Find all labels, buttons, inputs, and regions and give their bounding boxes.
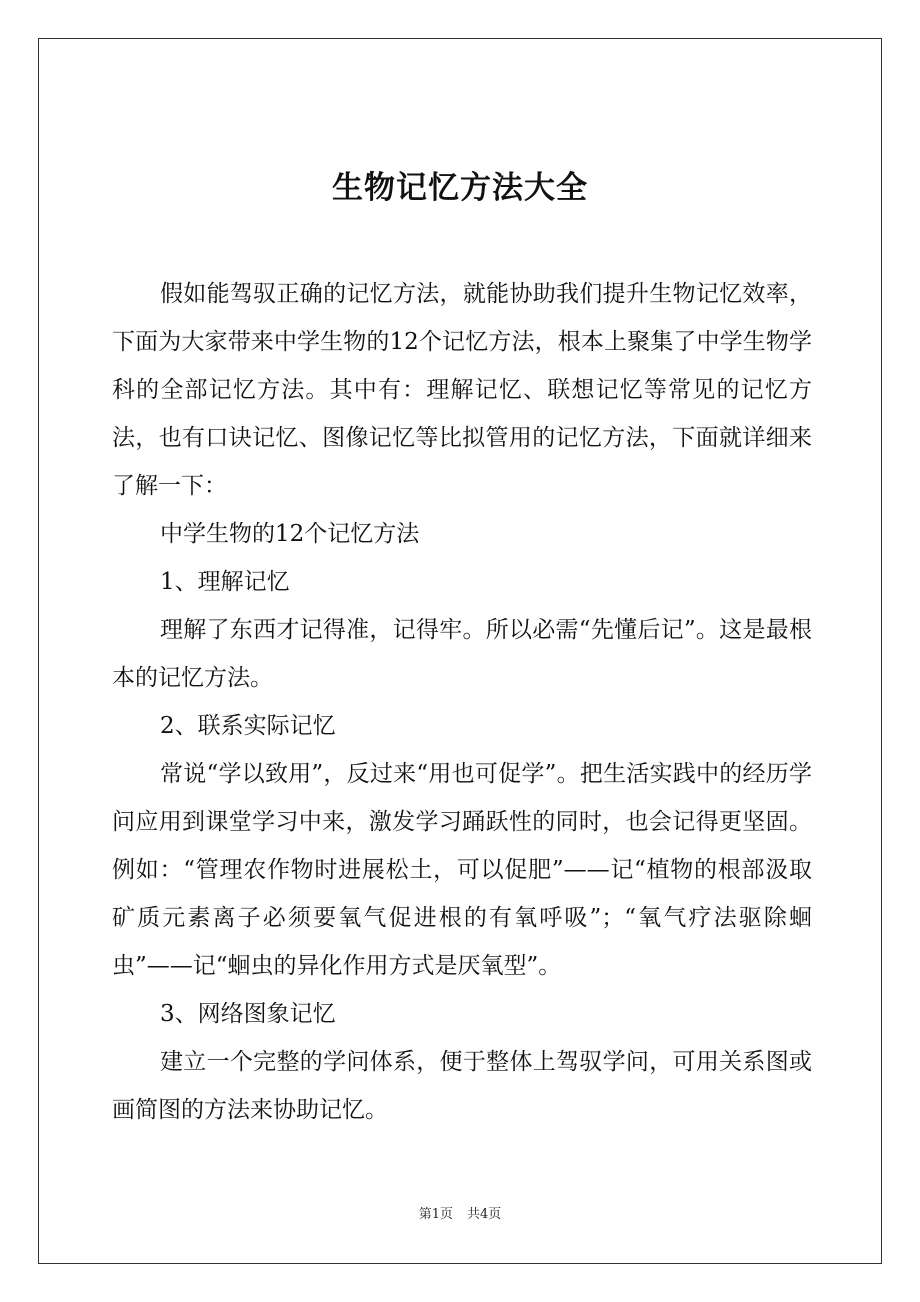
section-heading-2: 2、联系实际记忆 — [160, 713, 336, 739]
section-heading-3: 3、网络图象记忆 — [160, 1001, 336, 1027]
page-footer — [0, 1206, 920, 1224]
section-paragraph-1: 理解了东西才记得准，记得牢。所以必需“先懂后记”。这是最根本的记忆方法。 — [112, 617, 812, 691]
page-number-current: 第1页 — [418, 1207, 453, 1222]
intro-paragraph: 假如能驾驭正确的记忆方法，就能协助我们提升生物记忆效率，下面为大家带来中学生物的12个记忆方法，根本上聚集了中学生物学科的全部记忆方法。其中有：理解记忆、联想记忆等常见的记忆方法，也有口诀记忆、图像记忆等比拟管用的记忆方法，下面就详细来了解一下： — [112, 281, 812, 499]
section-heading-1: 1、理解记忆 — [160, 569, 290, 595]
section-subtitle: 中学生物的12个记忆方法 — [160, 521, 420, 547]
document-title: 生物记忆方法大全 — [332, 169, 588, 206]
page-number-total: 共4页 — [467, 1207, 502, 1222]
section-paragraph-3: 建立一个完整的学问体系，便于整体上驾驭学问，可用关系图或画简图的方法来协助记忆。 — [112, 1049, 812, 1123]
section-paragraph-2: 常说“学以致用”，反过来“用也可促学”。把生活实践中的经历学问应用到课堂学习中来，激发学习踊跃性的同时，也会记得更坚固。例如：“管理农作物时进展松土，可以促肥”——记“植物的根部汲取矿质元素离子必须要氧气促进根的有氧呼吸”；“氧气疗法驱除蛔虫”——记“蛔虫的异化作用方式是厌氧型”。 — [112, 761, 812, 979]
document-body — [112, 270, 812, 1134]
